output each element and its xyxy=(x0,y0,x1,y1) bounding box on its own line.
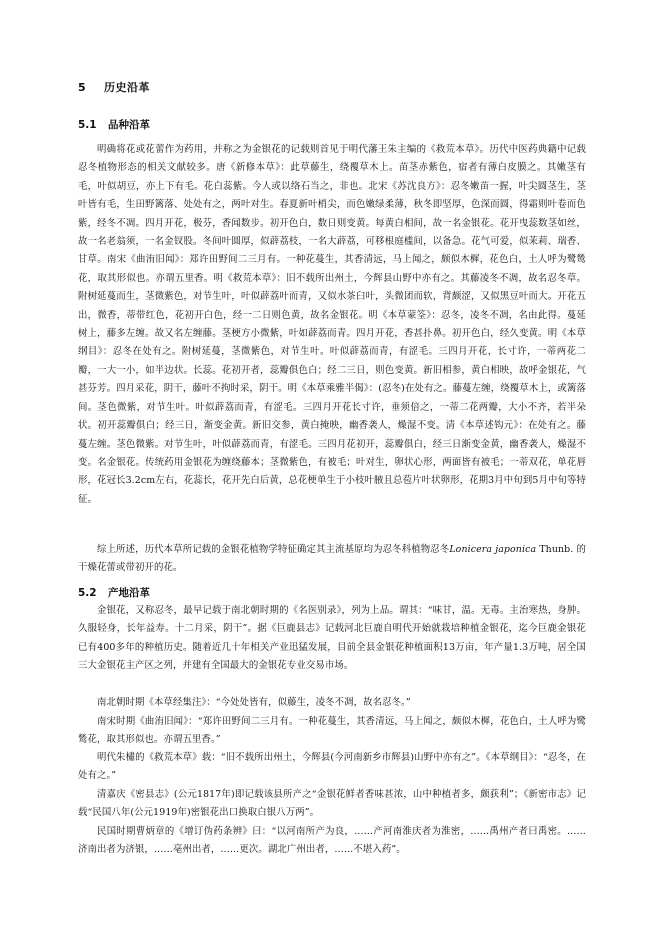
origin-paragraph-5: 清嘉庆《密县志》(公元1817年)即记载该县所产之“金银花鲜者香味甚浓，山中种植者多，颇获利”；《新密市志》记载“民国八年(公元1919年)密银花出口换取白银八万两”。 xyxy=(78,789,586,819)
origin-paragraph-1: 金银花，又称忍冬，最早记载于南北朝时期的《名医别录》，列为上品。谓其：“味甘，温。无毒。主治寒热，身肿。久服轻身，长年益寿。十二月采，阴干”。据《巨鹿县志》记载河北巨鹿自明代开始就栽培种植金银花，迄今巨鹿金银花已有400多年的种植历史。随着近几十年相关产业迅猛发展，目前全县金银花种植面积13万亩，年产量1.3万吨，居全国三大金银花主产区之列，并建有全国最大的金银花专业交易市场。 xyxy=(78,605,586,672)
subsection-number: 5.2 xyxy=(78,587,97,599)
conclusion-text: 综上所述，历代本草所记载的金银花植物学特征确定其主流基原均为忍冬科植物忍冬 xyxy=(97,544,450,555)
subsection-number: 5.1 xyxy=(78,119,97,131)
subsection-title: 品种沿革 xyxy=(108,119,150,131)
subsection-heading-origin xyxy=(78,585,150,600)
subsection-heading-varieties xyxy=(78,117,150,132)
section-title: 历史沿革 xyxy=(104,81,150,94)
latin-name: Lonicera japonica xyxy=(449,544,537,555)
section-heading xyxy=(78,79,150,95)
subsection-title: 产地沿革 xyxy=(108,587,150,599)
section-number: 5 xyxy=(78,81,87,94)
varieties-paragraph-2 xyxy=(78,541,586,578)
origin-paragraph-6: 民国时期曹炳章的《增订伪药条辨》曰：“以河南所产为良，……产河南淮庆者为淮密，……禹州产者曰禹密。……济南出者为济银，……亳州出者，……更次。湖北广州出者，……不堪入药”。 xyxy=(78,826,586,856)
origin-paragraph-3: 南宋时期《曲洧旧闻》：“郑许田野间二三月有。一种花蔓生，其香清远，马上闻之，颇似木樨，花色白，土人呼为鹭鸶花，取其形似也。亦谓五里香。” xyxy=(78,716,586,746)
conclusion-tail: Thunb. 的干燥花蕾或带初开的花。 xyxy=(78,544,586,574)
origin-paragraph-2: 南北朝时期《本草经集注》：“今处处皆有，似藤生，凌冬不凋，故名忍冬。” xyxy=(97,697,411,708)
varieties-paragraph-1: 明确将花或花蕾作为药用，并称之为金银花的记载则首见于明代藩王朱主编的《救荒本草》。历代中医药典籍中记载忍冬植物形态的相关文献较多。唐《新修本草》：此草藤生，绕覆草木上。苗茎赤紫色，宿者有薄白皮膜之。其嫩茎有毛，叶似胡豆，亦上下有毛。花白蕊紫。今人或以络石当之，非也。北宋《苏沈良方》：忍冬嫩苗一握，叶尖圆茎生，茎叶皆有毛，生田野篱落、处处有之，两叶对生。春夏新叶梢尖，而色嫩绿柔薄，秋冬即坚厚，色深而圆，得霜则叶卷而色紫，经冬不凋。四月开花，极芬，香闻数步。初开色白，数日则变黄。每黄白相间，故一名金银花。花开曳蕊数茎如丝，故一名老翁须，一名金钗股。冬间叶圆厚，似薜荔枝，一名大薜荔，可移根庭槛间，以备急。花气可爱，似茉莉、瑞香、甘草。南宋《曲洧旧闻》：郑许田野间二三月有。一种花蔓生，其香清远，马上闻之，颇似木樨，花色白，土人呼为鹭鸶花，取其形似也。亦谓五里香。明《救荒本草》：旧不载所出州土，今辉县山野中亦有之。其藤凌冬不凋，故名忍冬草。附树延蔓而生，茎微紫色，对节生叶，叶似薜荔叶而青，又似水茶臼叶，头微团而软，背颇涩，又似黑豆叶而大。开花五出，微香，蒂带红色，花初开白色，经一二日则色黄，故名金银花。明《本草蒙筌》：忍冬，凌冬不凋，名由此得。蔓延树上，藤多左缠。故又名左缠藤。茎梗方小微紫，叶如薜荔而青。四月开花，香甚扑鼻。初开色白，经久变黄。明《本草纲目》：忍冬在处有之。附树延蔓，茎微紫色，对节生叶。叶似薜荔而青，有涩毛。三四月开花，长寸许，一蒂两花二瓣，一大一小，如半边状。长蕊。花初开者，蕊瓣俱色白；经二三日，则色变黄。新旧相参，黄白相映，故呼金银花，气甚芬芳。四月采花，阴干，藤叶不拘时采，阴干。明《本草乘雅半偈》：(忍冬)在处有之。藤蔓左缠，绕覆草木上，或篱落间。茎色微紫，对节生叶。叶似薜荔而青，有涩毛。三四月开花长寸许，垂须倍之，一蒂二花两瓣，大小不齐，若半朵状。初开蕊瓣俱白；经三日，渐变金黄。新旧交参，黄白掩映，幽香袭人，燥湿不变。清《本草述钩元》：在处有之。藤蔓左缠。茎色微紫。对节生叶，叶似薜荔而青，有涩毛。三四月花初开，蕊瓣俱白，经三日渐变金黄，幽香袭人，燥湿不变。名金银花。传统药用金银花为缠绕藤本；茎微紫色，有被毛；叶对生，卵状心形，两面皆有被毛；一蒂双花，单花唇形，花冠长3.2cm左右，花蕊长，花开先白后黄，总花梗单生于小枝叶腋且总苞片叶状卵形，花期3月中旬到5月中旬等特征。 xyxy=(78,144,586,505)
origin-paragraph-4: 明代朱橚的《救荒本草》载：“旧不载所出州土，今辉县(今河南新乡市辉县)山野中亦有之”。《本草纲目》：“忍冬，在处有之。” xyxy=(78,752,586,782)
